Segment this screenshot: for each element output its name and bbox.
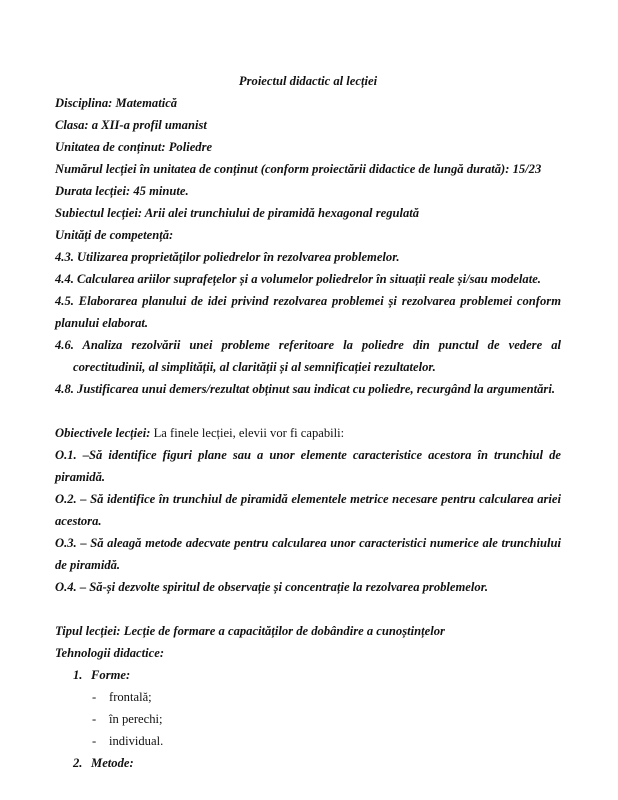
obiective-paragraph — [55, 422, 561, 444]
document-title: Proiectul didactic al lecției — [238, 74, 378, 88]
section-label: Metode: — [91, 756, 134, 770]
forme-item-text: frontală; — [109, 690, 152, 704]
tehnologii-section-metode — [55, 752, 561, 774]
forme-item — [55, 708, 561, 730]
competenta-item: 4.3. Utilizarea proprietăților poliedrelor în rezolvarea problemelor. — [55, 250, 400, 264]
dash-bullet: - — [92, 690, 97, 704]
competenta-item: 4.5. Elaborarea planului de idei privind rezolvarea problemei și rezolvarea problemei conform planului elaborat. — [55, 294, 561, 330]
obiective-intro: La finele lecției, elevii vor fi capabili: — [150, 426, 345, 440]
competenta-item: 4.4. Calcularea ariilor suprafețelor și a volumelor poliedrelor în situații reale și/sau modelate. — [55, 272, 541, 286]
section-label: Forme: — [91, 668, 131, 682]
field-clasa: Clasa: a XII-a profil umanist — [55, 118, 207, 132]
obiectiv-item: O.4. – Să-și dezvolte spiritul de observație și concentrație la rezolvarea problemelor. — [55, 580, 489, 594]
tehnologii-section-forme — [55, 664, 561, 686]
forme-item-text: în perechi; — [109, 712, 163, 726]
forme-item — [55, 686, 561, 708]
obiectiv-item: O.3. – Să aleagă metode adecvate pentru calcularea unor caracteristici numerice ale trunchiului de piramidă. — [55, 536, 561, 572]
spacer — [55, 598, 561, 620]
document-page — [55, 70, 561, 774]
dash-bullet: - — [92, 712, 97, 726]
field-unitatea: Unitatea de conținut: Poliedre — [55, 140, 213, 154]
obiectiv-item: O.1. –Să identifice figuri plane sau a unor elemente caracteristice acestora în trunchiul de piramidă. — [55, 448, 561, 484]
competenta-item: 4.8. Justificarea unui demers/rezultat obținut sau indicat cu poliedre, recurgând la argumentări. — [55, 382, 555, 396]
field-disciplina: Disciplina: Matematică — [55, 96, 178, 110]
section-number: 1. — [73, 668, 83, 682]
tehnologii-heading: Tehnologii didactice: — [55, 646, 165, 660]
field-numarul-lectiei: Numărul lecției în unitatea de conținut (conform proiectării didactice de lungă durată): 15/23 — [55, 162, 542, 176]
tipul-lectiei: Tipul lecției: Lecție de formare a capacităților de dobândire a cunoștințelor — [55, 624, 445, 638]
competenta-item: 4.6. Analiza rezolvării unei probleme referitoare la poliedre din punctul de vedere al corectitudinii, al simplității, al clarității și al semnificației rezultatelor. — [55, 338, 561, 374]
field-subiectul: Subiectul lecției: Arii alei trunchiului de piramidă hexagonal regulată — [55, 206, 420, 220]
section-number: 2. — [73, 756, 83, 770]
obiective-label: Obiectivele lecției: — [55, 426, 151, 440]
obiectiv-item: O.2. – Să identifice în trunchiul de piramidă elementele metrice necesare pentru calcularea ariei acestora. — [55, 492, 561, 528]
forme-item-text: individual. — [109, 734, 164, 748]
spacer — [55, 400, 561, 422]
competente-heading: Unități de competență: — [55, 228, 174, 242]
field-durata: Durata lecției: 45 minute. — [55, 184, 189, 198]
forme-item — [55, 730, 561, 752]
dash-bullet: - — [92, 734, 97, 748]
